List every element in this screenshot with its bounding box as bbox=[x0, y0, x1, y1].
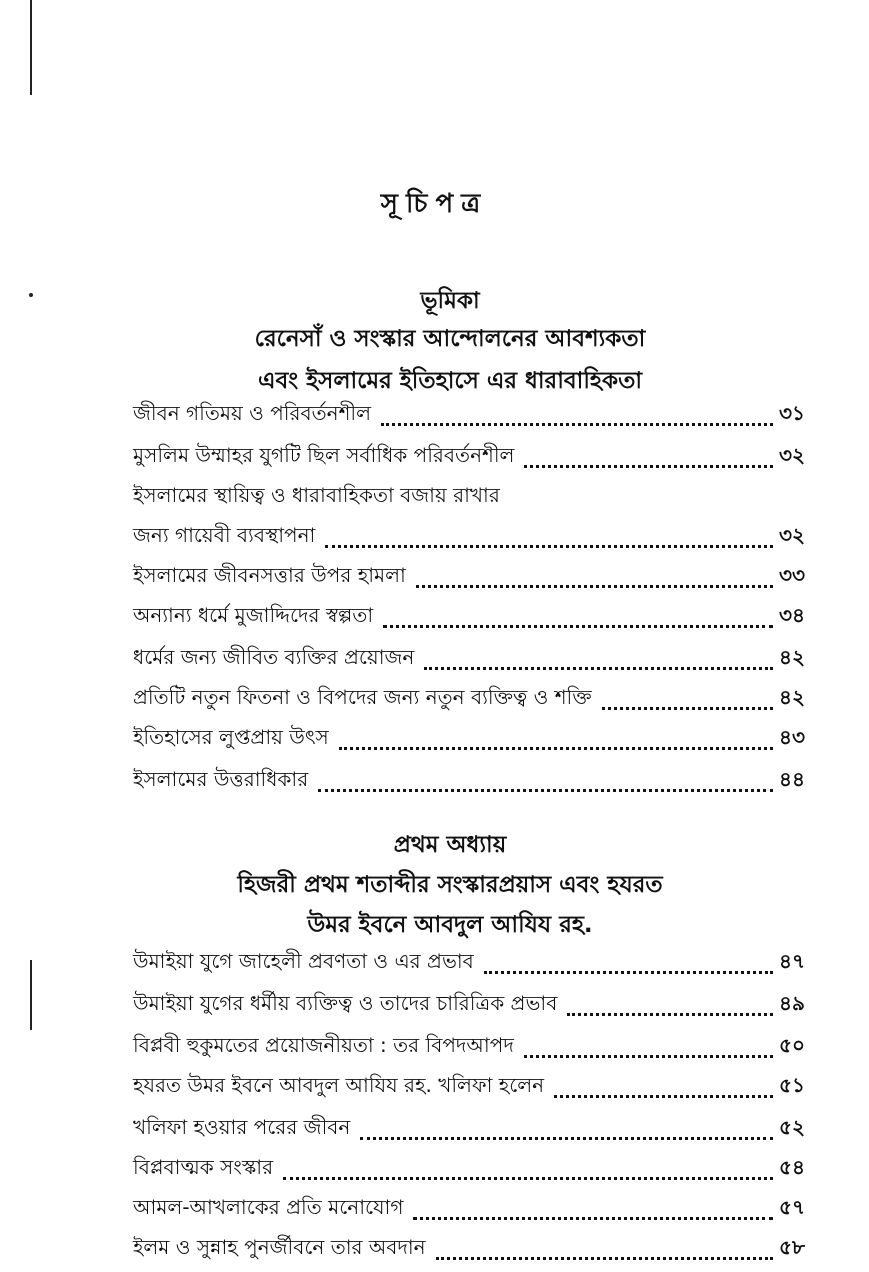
toc-entry bbox=[133, 1152, 805, 1186]
toc-entry-page: ৩২ bbox=[778, 443, 805, 467]
section-heading: ভূমিকা bbox=[420, 288, 480, 314]
toc-entry-title: মুসলিম উম্মাহর যুগটি ছিল সর্বাধিক পরিবর্তনশীল bbox=[133, 443, 515, 467]
dot-leader bbox=[567, 1013, 773, 1016]
toc-entry-page: ৫৮ bbox=[779, 1235, 805, 1259]
stray-mark bbox=[29, 293, 33, 297]
toc-entry bbox=[133, 398, 805, 432]
toc-entry-page: ৪৪ bbox=[779, 767, 805, 791]
toc-entry-title: ধর্মের জন্য জীবিত ব্যক্তির প্রয়োজন bbox=[133, 645, 415, 669]
binding-edge-line bbox=[30, 0, 32, 95]
page-title: সূচিপত্র bbox=[380, 189, 489, 219]
toc-entry bbox=[133, 946, 805, 980]
toc-entry-page: ৫৪ bbox=[779, 1155, 805, 1179]
dot-leader bbox=[318, 789, 773, 792]
toc-entry-page: ৩২ bbox=[778, 523, 805, 547]
toc-entry bbox=[133, 988, 805, 1022]
toc-entry-page: ৪৯ bbox=[779, 991, 805, 1015]
section-heading: রেনেসাঁ ও সংস্কার আন্দোলনের আবশ্যকতা bbox=[254, 326, 646, 352]
toc-entry bbox=[133, 764, 805, 798]
toc-entry-title: জন্য গায়েবী ব্যবস্থাপনা bbox=[133, 523, 316, 547]
toc-entry bbox=[133, 1192, 805, 1226]
toc-entry-title: ইসলামের স্থায়িত্ব ও ধারাবাহিকতা বজায় রাখার bbox=[133, 483, 500, 507]
dot-leader bbox=[325, 545, 773, 548]
toc-entry-page: ৪৩ bbox=[779, 725, 805, 749]
toc-entry-page: ৫২ bbox=[779, 1115, 805, 1139]
toc-entry bbox=[133, 642, 805, 676]
section-heading: এবং ইসলামের ইতিহাসে এর ধারাবাহিকতা bbox=[257, 368, 643, 394]
section-heading: প্রথম অধ্যায় bbox=[393, 832, 507, 858]
toc-entry bbox=[133, 560, 805, 594]
toc-entry bbox=[133, 722, 805, 756]
dot-leader bbox=[554, 1095, 773, 1098]
toc-entry bbox=[133, 480, 805, 514]
dot-leader bbox=[424, 667, 773, 670]
dot-leader bbox=[413, 1217, 773, 1220]
toc-entry-page: ৩৩ bbox=[778, 563, 805, 587]
toc-entry-title: ইতিহাসের লুপ্তপ্রায় উৎস bbox=[133, 725, 329, 749]
toc-entry-page: ৪৭ bbox=[779, 949, 805, 973]
toc-entry bbox=[133, 600, 805, 634]
toc-entry-page: ৫১ bbox=[779, 1073, 805, 1097]
toc-entry-title: জীবন গতিময় ও পরিবর্তনশীল bbox=[133, 401, 372, 425]
toc-entry-title: উমাইয়া যুগের ধর্মীয় ব্যক্তিত্ব ও তাদের চারিত্রিক প্রভাব bbox=[133, 991, 558, 1015]
section-heading: হিজরী প্রথম শতাব্দীর সংস্কারপ্রয়াস এবং হযরত bbox=[237, 872, 663, 898]
toc-entry bbox=[133, 1232, 805, 1266]
toc-entry-title: ইসলামের উত্তরাধিকার bbox=[133, 767, 309, 791]
dot-leader bbox=[484, 971, 773, 974]
toc-entry bbox=[133, 1030, 805, 1064]
section-heading: উমর ইবনে আবদুল আযিয রহ. bbox=[307, 912, 593, 938]
dot-leader bbox=[436, 1257, 773, 1260]
dot-leader bbox=[416, 585, 773, 588]
dot-leader bbox=[383, 625, 773, 628]
toc-entry-title: বিপ্লবী হুকুমতের প্রয়োজনীয়তা : তর বিপদআপদ bbox=[133, 1033, 514, 1057]
toc-entry-page: ৫৭ bbox=[779, 1195, 805, 1219]
toc-entry-title: বিপ্লবাত্মক সংস্কার bbox=[133, 1155, 274, 1179]
toc-entry bbox=[133, 1070, 805, 1104]
toc-entry bbox=[133, 520, 805, 554]
binding-edge-line bbox=[30, 960, 32, 1030]
toc-entry-title: প্রতিটি নতুন ফিতনা ও বিপদের জন্য নতুন ব্যক্তিত্ব ও শক্তি bbox=[133, 685, 592, 709]
toc-entry-page: ৩১ bbox=[779, 401, 805, 425]
dot-leader bbox=[360, 1137, 773, 1140]
toc-entry-title: ইসলামের জীবনসত্তার উপর হামলা bbox=[133, 563, 406, 587]
toc-entry-title: খলিফা হওয়ার পরের জীবন bbox=[133, 1115, 351, 1139]
toc-entry-title: আমল-আখলাকের প্রতি মনোযোগ bbox=[133, 1195, 404, 1219]
dot-leader bbox=[602, 707, 773, 710]
dot-leader bbox=[283, 1177, 773, 1180]
toc-entry-page: ৪২ bbox=[779, 645, 805, 669]
toc-entry-title: অন্যান্য ধর্মে মুজাদ্দিদের স্বল্পতা bbox=[133, 603, 374, 627]
toc-entry-page: ৪২ bbox=[779, 685, 805, 709]
dot-leader bbox=[339, 747, 773, 750]
dot-leader bbox=[524, 1055, 773, 1058]
toc-entry-title: হযরত উমর ইবনে আবদুল আযিয রহ. খলিফা হলেন bbox=[133, 1073, 545, 1097]
toc-entry bbox=[133, 1112, 805, 1146]
toc-entry-page: ৫০ bbox=[779, 1033, 805, 1057]
dot-leader bbox=[524, 465, 773, 468]
dot-leader bbox=[381, 423, 773, 426]
toc-entry-title: উমাইয়া যুগে জাহেলী প্রবণতা ও এর প্রভাব bbox=[133, 949, 474, 973]
toc-entry-title: ইলম ও সুন্নাহ পুনর্জীবনে তার অবদান bbox=[133, 1235, 426, 1259]
toc-entry-page: ৩৪ bbox=[779, 603, 805, 627]
toc-entry bbox=[133, 682, 805, 716]
toc-entry bbox=[133, 440, 805, 474]
